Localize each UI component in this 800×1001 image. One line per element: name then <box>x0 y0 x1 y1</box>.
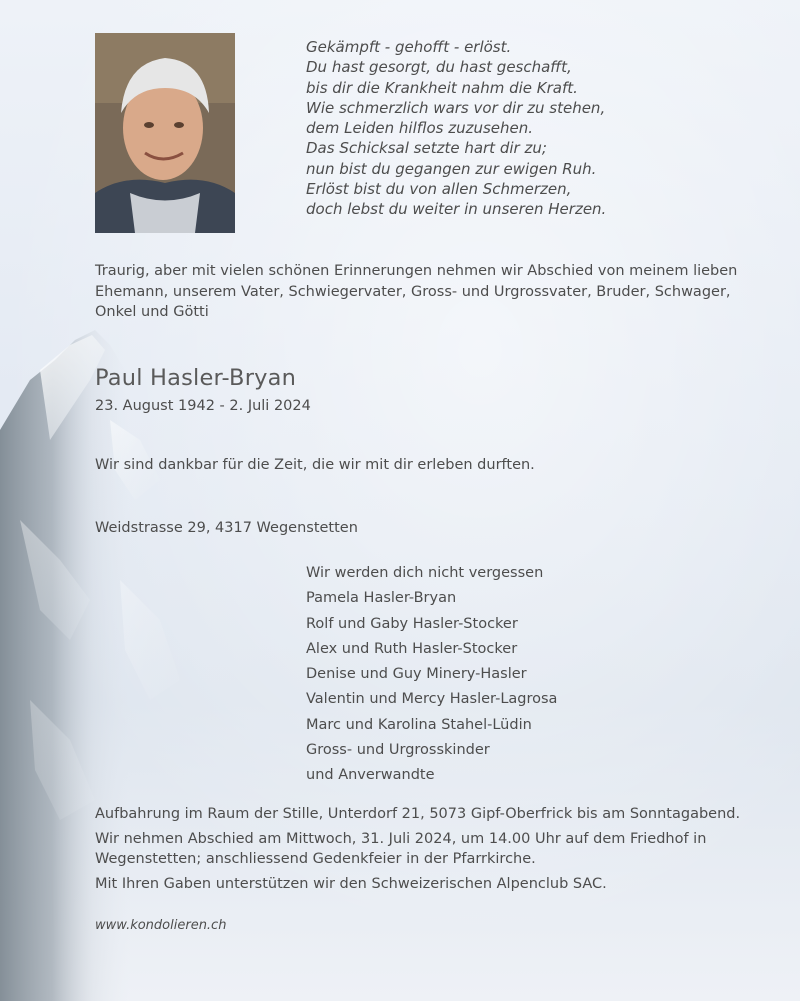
poem-line: doch lebst du weiter in unseren Herzen. <box>306 200 607 219</box>
mourner-item: Alex und Ruth Hasler-Stocker <box>306 640 518 657</box>
poem-line: dem Leiden hilflos zuzusehen. <box>306 119 534 138</box>
intro-text: Traurig, aber mit vielen schönen Erinnerungen nehmen wir Abschied von meinem lieben Ehemann, unserem Vater, Schwiegervater, Gross- und Urgrossvater, Bruder, Schwager, Onkel und Götti <box>95 263 738 320</box>
mourner-item: Gross- und Urgrosskinder <box>306 742 490 759</box>
ceremony-info <box>95 804 745 898</box>
mourner-item: Denise und Guy Minery-Hasler <box>306 666 527 683</box>
funeral-info: Wir nehmen Abschied am Mittwoch, 31. Juli 2024, um 14.00 Uhr auf dem Friedhof in Wegenstetten; anschliessend Gedenkfeier in der Pfarrkirche. <box>95 830 707 867</box>
mourner-item: Wir werden dich nicht vergessen <box>306 565 544 581</box>
viewing-info: Aufbahrung im Raum der Stille, Unterdorf 21, 5073 Gipf-Oberfrick bis am Sonntagabend. <box>95 806 741 822</box>
portrait-photo <box>95 33 235 233</box>
poem-line: Gekämpft - gehofft - erlöst. <box>306 38 512 56</box>
donation-info: Mit Ihren Gaben unterstützen wir den Schweizerischen Alpenclub SAC. <box>95 875 607 892</box>
mourner-item: Marc und Karolina Stahel-Lüdin <box>306 716 532 733</box>
mourner-item: Rolf und Gaby Hasler-Stocker <box>306 615 518 632</box>
poem <box>306 37 606 220</box>
poem-line: Wie schmerzlich wars vor dir zu stehen, <box>306 98 606 117</box>
gratitude-text: Wir sind dankbar für die Zeit, die wir mit dir erleben durften. <box>95 457 535 473</box>
mourner-item: und Anverwandte <box>306 767 435 784</box>
family-address: Weidstrasse 29, 4317 Wegenstetten <box>95 520 358 536</box>
poem-line: nun bist du gegangen zur ewigen Ruh. <box>306 159 597 178</box>
mourners-list <box>306 561 557 789</box>
life-dates: 23. August 1942 - 2. Juli 2024 <box>95 398 311 414</box>
poem-line: Du hast gesorgt, du hast geschafft, <box>306 58 572 77</box>
website-link[interactable]: www.kondolieren.ch <box>95 918 227 933</box>
poem-line: Das Schicksal setzte hart dir zu; <box>306 139 547 158</box>
poem-line: Erlöst bist du von allen Schmerzen, <box>306 180 572 199</box>
deceased-name: Paul Hasler-Bryan <box>95 365 297 391</box>
mourner-item: Valentin und Mercy Hasler-Lagrosa <box>306 691 558 708</box>
mourner-item: Pamela Hasler-Bryan <box>306 590 457 607</box>
poem-line: bis dir die Krankheit nahm die Kraft. <box>306 78 578 97</box>
